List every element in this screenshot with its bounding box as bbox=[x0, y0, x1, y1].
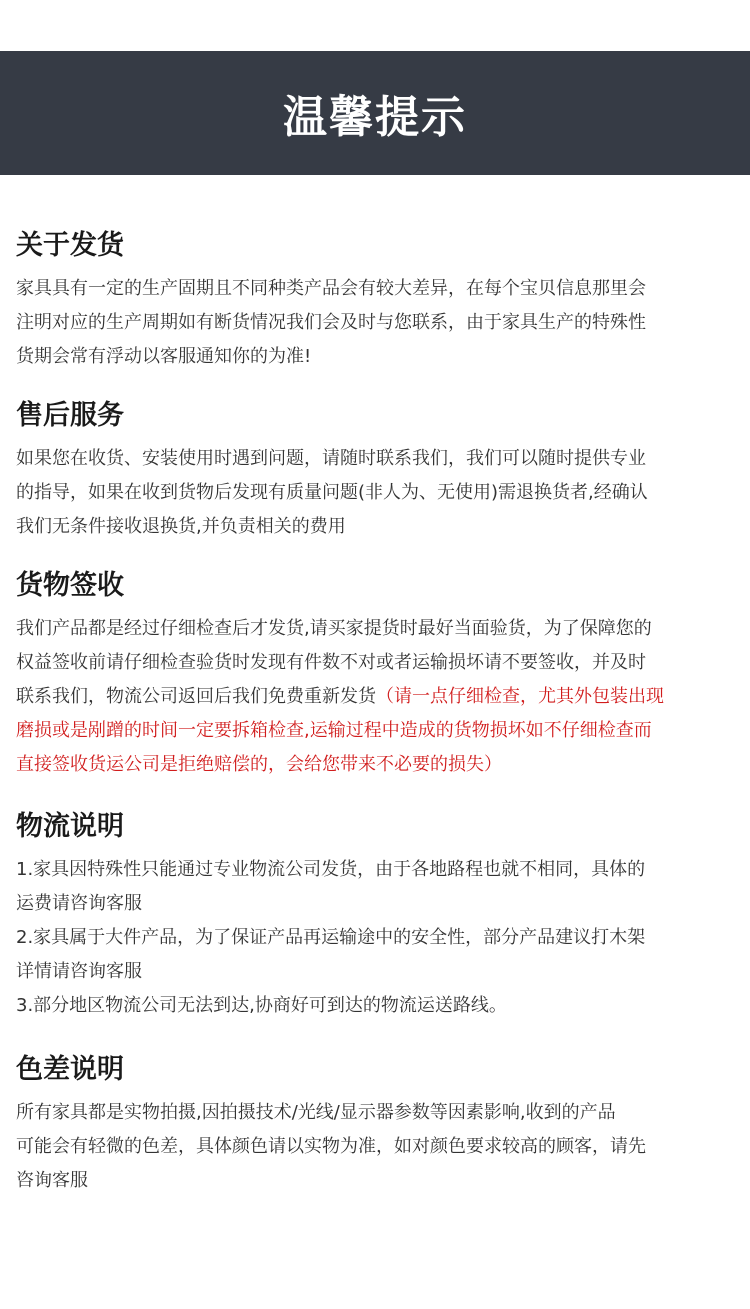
section-heading-color-difference: 色差说明 bbox=[16, 1054, 124, 1085]
receipt-warning-text: （请一点仔细检查，尤其外包装出现 磨损或是剐蹭的时间一定要拆箱检查,运输过程中造成的货物损坏如不仔细检查而 直接签收货运公司是拒绝赔偿的，会给您带来不必要的损失） bbox=[16, 686, 664, 775]
section-after-sales bbox=[16, 396, 736, 544]
section-heading-shipping: 关于发货 bbox=[16, 230, 124, 261]
section-logistics bbox=[16, 807, 736, 1023]
section-receipt bbox=[16, 566, 736, 782]
list-item: 2.家具属于大件产品，为了保证产品再运输途中的安全性，部分产品建议打木架 详情请咨询客服 bbox=[16, 927, 646, 982]
page-title: 温馨提示 bbox=[283, 92, 467, 143]
section-heading-receipt: 货物签收 bbox=[16, 570, 124, 601]
section-body-receipt bbox=[16, 612, 736, 782]
receipt-text: 我们产品都是经过仔细检查后才发货,请买家提货时最好当面验货，为了保障您的 权益签收前请仔细检查验货时发现有件数不对或者运输损坏请不要签收，并及时 联系我们，物流公司返回后我们免费重新发货 bbox=[16, 618, 652, 707]
section-body-color-difference: 所有家具都是实物拍摄,因拍摄技术/光线/显示器参数等因素影响,收到的产品 可能会有轻微的色差，具体颜色请以实物为准，如对颜色要求较高的顾客，请先 咨询客服 bbox=[16, 1102, 646, 1191]
logistics-list bbox=[16, 853, 736, 1023]
section-heading-after-sales: 售后服务 bbox=[16, 400, 124, 431]
section-color-difference bbox=[16, 1050, 736, 1198]
list-item: 1.家具因特殊性只能通过专业物流公司发货，由于各地路程也就不相同，具体的 运费请咨询客服 bbox=[16, 859, 646, 914]
notice-banner bbox=[0, 51, 750, 175]
section-body-after-sales: 如果您在收货、安装使用时遇到问题，请随时联系我们，我们可以随时提供专业 的指导，如果在收到货物后发现有质量问题(非人为、无使用)需退换货者,经确认 我们无条件接收退换货,并负责相关的费用 bbox=[16, 448, 648, 537]
list-item: 3.部分地区物流公司无法到达,协商好可到达的物流运送路线。 bbox=[16, 995, 507, 1016]
section-heading-logistics: 物流说明 bbox=[16, 811, 124, 842]
section-shipping bbox=[16, 226, 736, 374]
section-body-shipping: 家具具有一定的生产固期且不同种类产品会有较大差异，在每个宝贝信息那里会 注明对应的生产周期如有断货情况我们会及时与您联系，由于家具生产的特殊性 货期会常有浮动以客服通知你的为准! bbox=[16, 278, 646, 367]
